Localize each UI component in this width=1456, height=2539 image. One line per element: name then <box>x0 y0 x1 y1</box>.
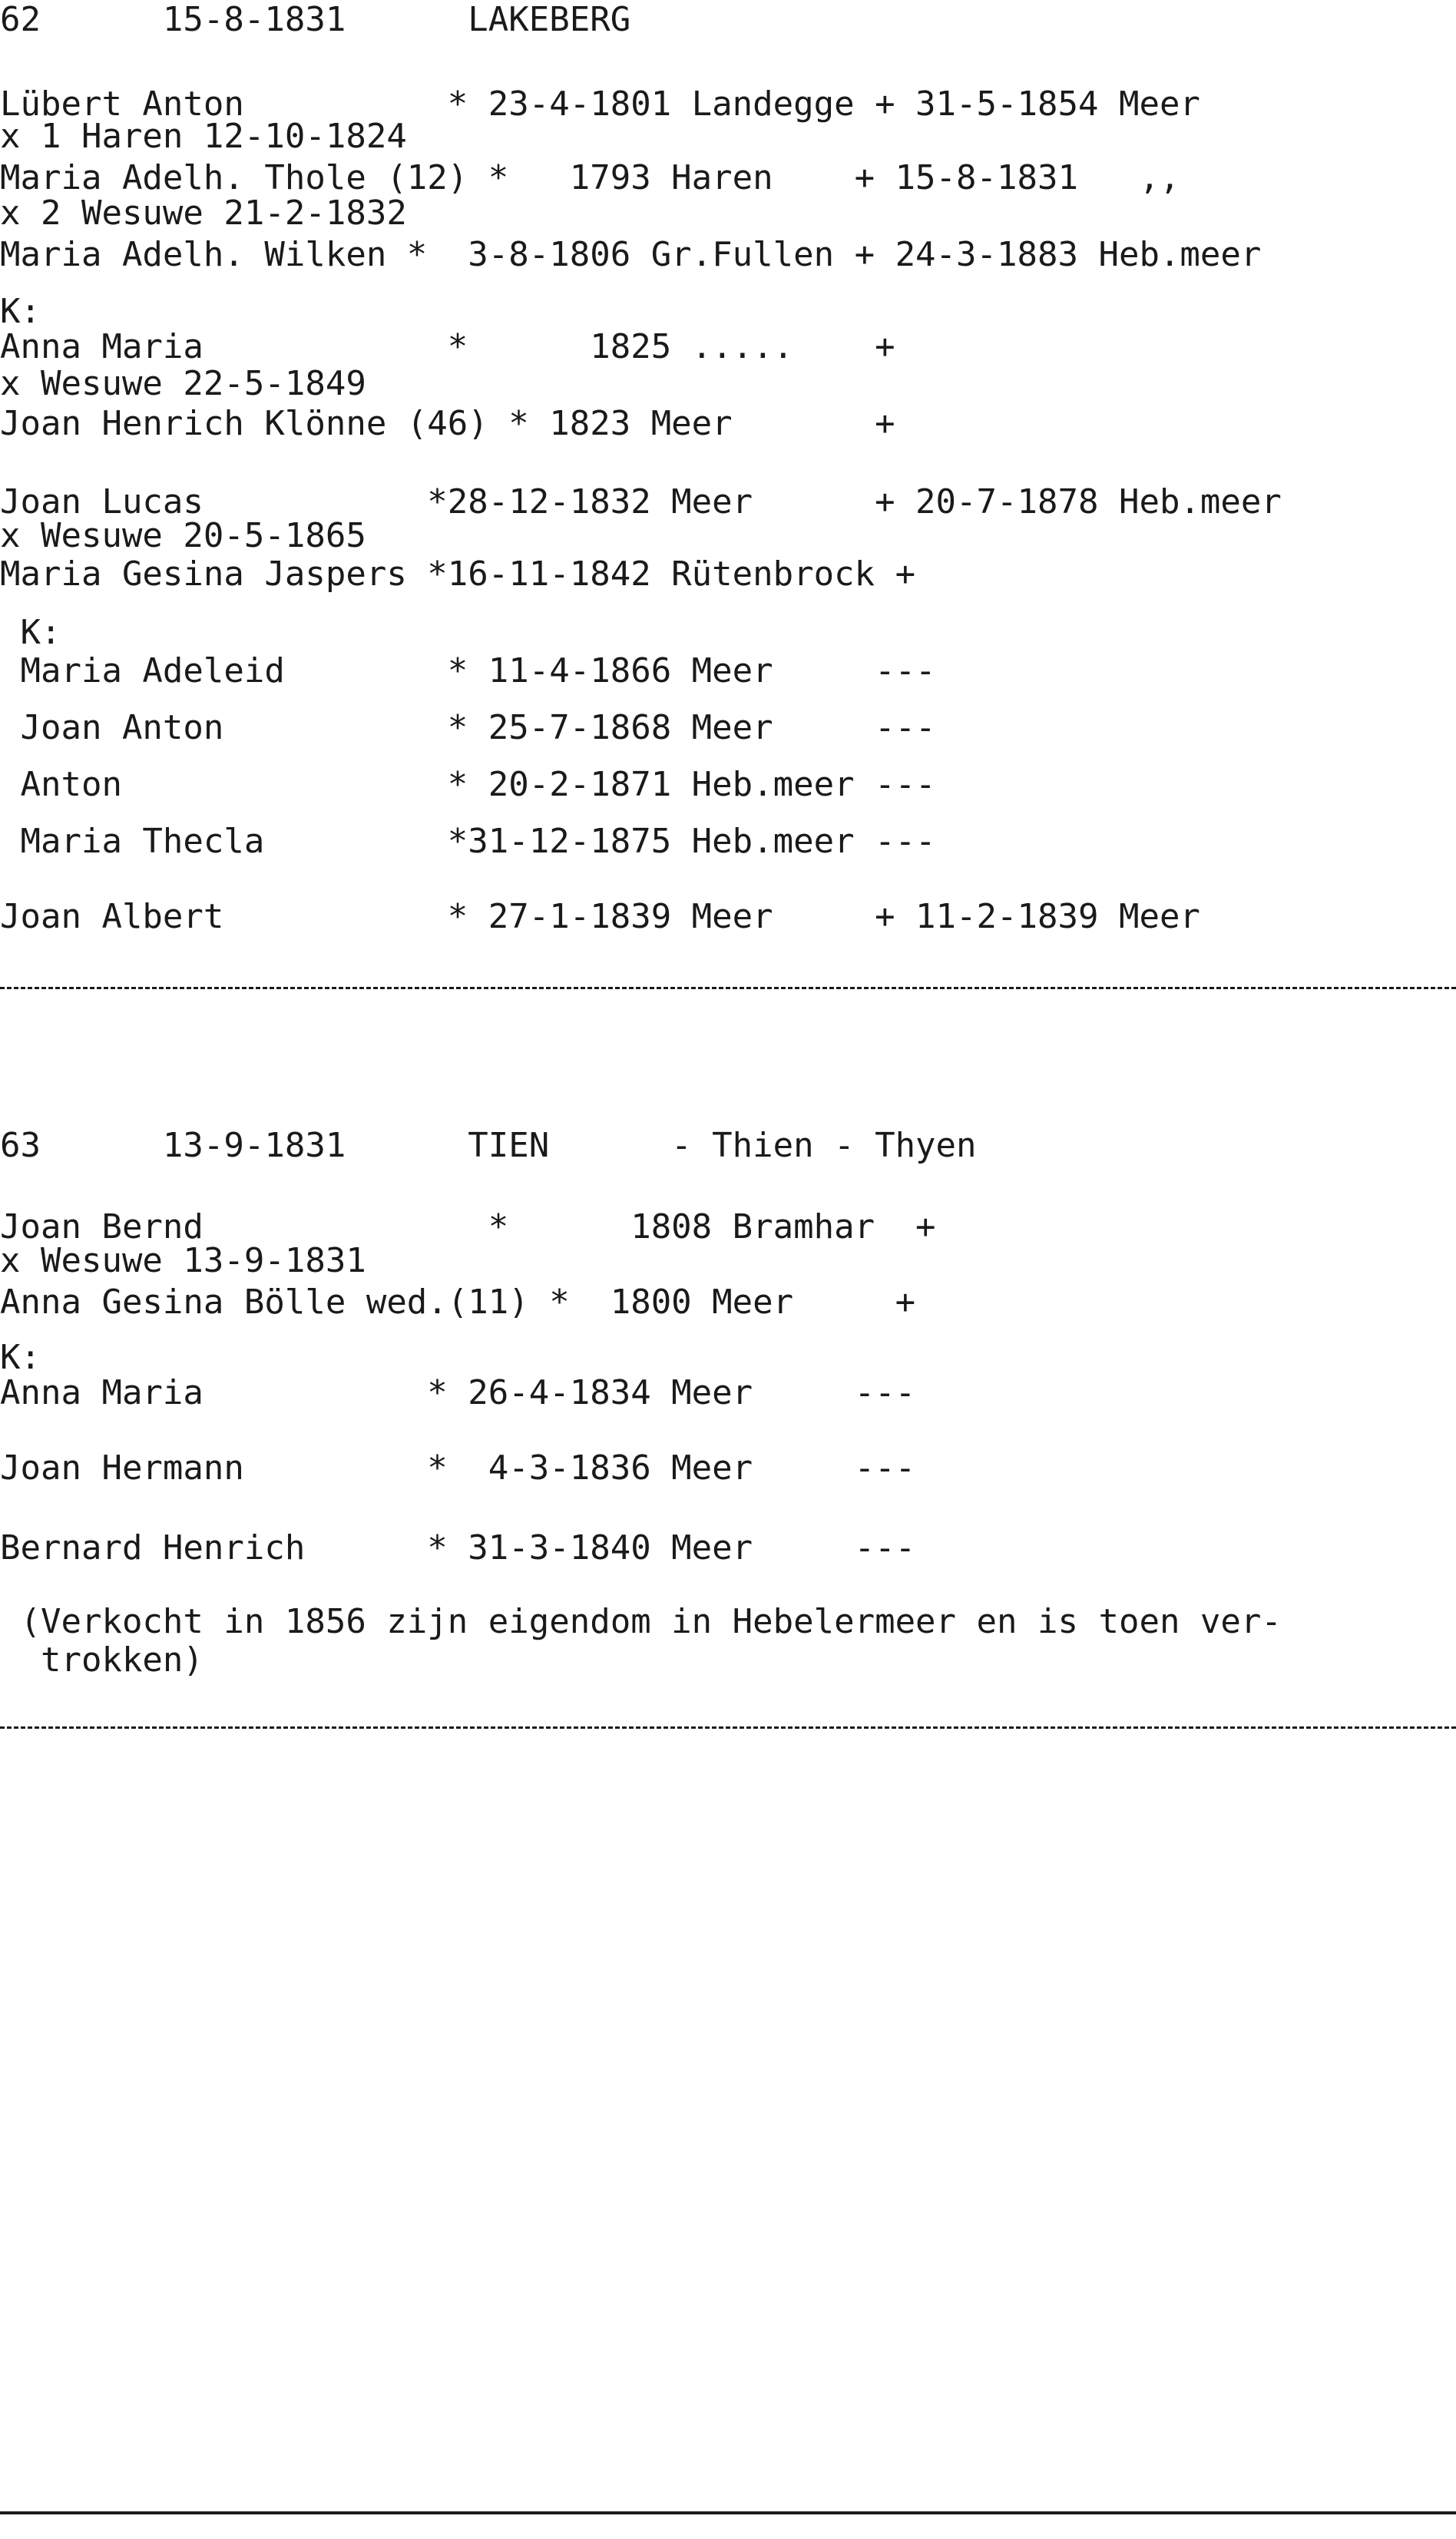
page-bottom-border <box>0 2511 1456 2514</box>
entry-62-line: K: <box>0 613 61 652</box>
entry-62-line: Joan Anton * 25-7-1868 Meer --- <box>0 708 936 747</box>
entry-62-line: Joan Albert * 27-1-1839 Meer + 11-2-1839 Meer <box>0 897 1200 936</box>
entry-63-line: Anna Gesina Bölle wed.(11) * 1800 Meer + <box>0 1283 916 1322</box>
entry-63-line: (Verkocht in 1856 zijn eigendom in Hebelermeer en is toen ver- <box>0 1602 1282 1641</box>
entry-63-line: Joan Bernd * 1808 Bramhar + <box>0 1207 936 1246</box>
entry-62-header: 62 15-8-1831 LAKEBERG <box>0 0 631 39</box>
entry-62-line: x Wesuwe 22-5-1849 <box>0 364 366 403</box>
entry-62-line: x 2 Wesuwe 21-2-1832 <box>0 194 407 233</box>
entry-62-line: Joan Henrich Klönne (46) * 1823 Meer + <box>0 404 895 443</box>
entry-63-line: trokken) <box>0 1640 204 1680</box>
entry-63-line: Joan Hermann * 4-3-1836 Meer --- <box>0 1448 916 1488</box>
entry-62-line: Maria Adeleid * 11-4-1866 Meer --- <box>0 651 936 690</box>
entry-63-header: 63 13-9-1831 TIEN - Thien - Thyen <box>0 1126 977 1165</box>
entry-62-line: Maria Adelh. Wilken * 3-8-1806 Gr.Fullen + 24-3-1883 Heb.meer <box>0 235 1262 274</box>
entry-62-line: Maria Gesina Jaspers *16-11-1842 Rütenbrock + <box>0 554 916 594</box>
entry-62-line: Maria Adelh. Thole (12) * 1793 Haren + 15-8-1831 ,, <box>0 158 1180 197</box>
entry-63-line: K: <box>0 1338 41 1377</box>
entry-62-line: K: <box>0 292 41 331</box>
entry-62-line: x Wesuwe 20-5-1865 <box>0 516 366 555</box>
separator-rule <box>0 987 1456 989</box>
entry-63-line: x Wesuwe 13-9-1831 <box>0 1241 366 1280</box>
entry-62-line: x 1 Haren 12-10-1824 <box>0 117 407 156</box>
entry-62-line: Maria Thecla *31-12-1875 Heb.meer --- <box>0 822 936 861</box>
entry-62-line: Lübert Anton * 23-4-1801 Landegge + 31-5-1854 Meer <box>0 84 1200 124</box>
entry-62-line: Anton * 20-2-1871 Heb.meer --- <box>0 765 936 804</box>
separator-rule <box>0 1726 1456 1729</box>
entry-63-line: Anna Maria * 26-4-1834 Meer --- <box>0 1373 916 1412</box>
entry-62-line: Joan Lucas *28-12-1832 Meer + 20-7-1878 Heb.meer <box>0 482 1282 521</box>
entry-62-line: Anna Maria * 1825 ..... + <box>0 327 895 366</box>
entry-63-line: Bernard Henrich * 31-3-1840 Meer --- <box>0 1528 916 1567</box>
